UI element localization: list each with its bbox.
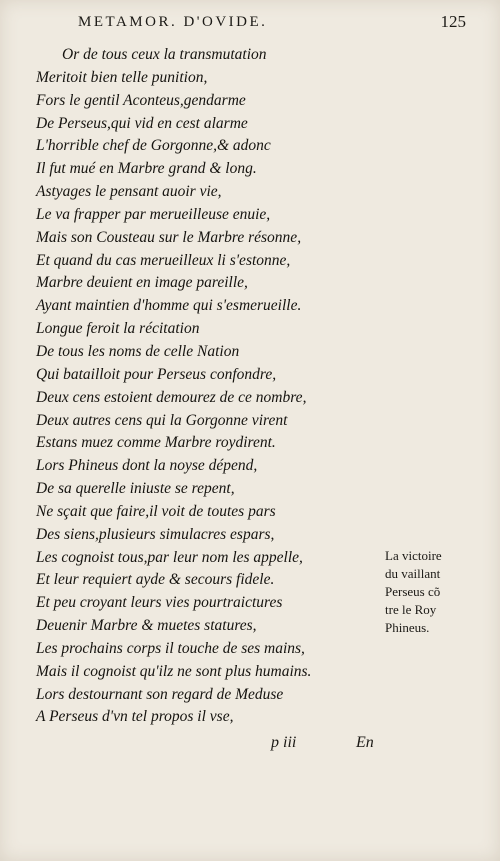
verse-line: Or de tous ceux la transmutation: [62, 46, 267, 63]
verse-line: Ayant maintien d'homme qui s'esmerueille.: [36, 297, 302, 315]
verse-line: Deux autres cens qui la Gorgonne virent: [36, 411, 288, 429]
verse-line: Marbre deuient en image pareille,: [36, 274, 248, 292]
verse-line: Et quand du cas merueilleux li s'estonne,: [36, 251, 291, 269]
verse-line: Et peu croyant leurs vies pourtraictures: [36, 594, 283, 612]
marginal-note-line: Phineus.: [385, 620, 430, 635]
verse-line: Estans muez comme Marbre roydirent.: [36, 434, 276, 452]
catchword: En: [356, 734, 374, 751]
marginal-note-line: La victoire: [385, 548, 442, 563]
page-header: [78, 12, 466, 36]
verse-line: Les cognoist tous,par leur nom les appelle,: [36, 548, 303, 566]
marginal-note: [385, 547, 485, 637]
verse-line: Lors Phineus dont la noyse dépend,: [36, 457, 258, 475]
verse-line: Qui batailloit pour Perseus confondre,: [36, 365, 277, 383]
verse-line: Il fut mué en Marbre grand & long.: [36, 160, 257, 178]
verse-line: Les prochains corps il touche de ses mains,: [36, 639, 305, 657]
verse-line: L'horrible chef de Gorgonne,& adonc: [36, 137, 271, 155]
verse-line: Et leur requiert ayde & secours fidele.: [36, 571, 275, 589]
page-number: 125: [440, 12, 466, 31]
marginal-note-line: Perseus cõ: [385, 584, 441, 599]
verse-line: Mais son Cousteau sur le Marbre résonne,: [36, 228, 302, 246]
verse-line: Meritoit bien telle punition,: [36, 68, 208, 86]
verse-line: Longue feroit la récitation: [36, 320, 200, 338]
verse-line: Astyages le pensant auoir vie,: [36, 183, 222, 201]
signature-mark: p iii: [271, 734, 297, 751]
verse-line: Ne sçait que faire,il voit de toutes pars: [36, 502, 276, 520]
verse-line: Le va frapper par merueilleuse enuie,: [36, 205, 271, 223]
verse-line: De tous les noms de celle Nation: [36, 342, 240, 360]
verse-line: Lors destournant son regard de Meduse: [36, 685, 284, 703]
marginal-note-line: tre le Roy: [385, 602, 437, 617]
verse-line: Mais il cognoist qu'ilz ne sont plus humains.: [36, 662, 312, 680]
verse-line: A Perseus d'vn tel propos il vse,: [36, 708, 234, 726]
poem-text: [36, 44, 376, 729]
verse-line: Deuenir Marbre & muetes statures,: [36, 617, 257, 635]
verse-line: De Perseus,qui vid en cest alarme: [36, 114, 248, 132]
verse-line: De sa querelle iniuste se repent,: [36, 480, 235, 498]
verse-line: Des siens,plusieurs simulacres espars,: [36, 525, 275, 543]
page-footer: [0, 734, 500, 758]
verse-line: Deux cens estoient demourez de ce nombre,: [36, 388, 307, 406]
running-title: METAMOR. D'OVIDE.: [78, 14, 268, 30]
verse-line: Fors le gentil Aconteus,gendarme: [36, 91, 246, 109]
marginal-note-line: du vaillant: [385, 566, 441, 581]
